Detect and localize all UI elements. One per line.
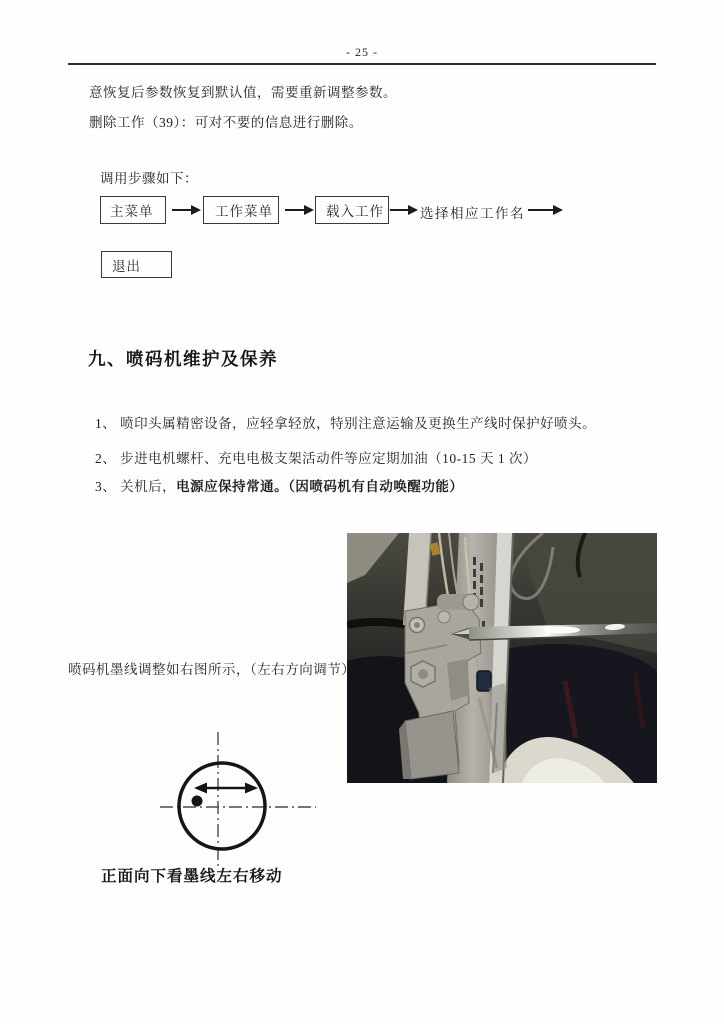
flow-box-main-menu-label: 主菜单 — [110, 204, 154, 219]
arrow-right-icon — [172, 209, 192, 211]
diagram-caption: 正面向下看墨线左右移动 — [101, 868, 283, 885]
section-heading: 九、喷码机维护及保养 — [88, 349, 278, 369]
flow-box-load-job — [315, 196, 389, 224]
maintenance-item-3-lead: 3、 关机后， — [95, 479, 177, 494]
flow-box-main-menu — [100, 196, 166, 224]
intro-paragraph-2: 删除工作（39）：可对不要的信息进行删除。 — [89, 115, 363, 130]
maintenance-item-2: 2、 步进电机螺杆、充电电极支架活动件等应定期加油（10-15 天 1 次） — [95, 451, 537, 466]
flow-box-job-menu-label: 工作菜单 — [215, 204, 273, 219]
arrow-right-icon — [390, 209, 409, 211]
maintenance-item-1: 1、 喷印头属精密设备，应轻拿轻放，特别注意运输及更换生产线时保护好喷头。 — [95, 416, 597, 431]
arrow-right-icon — [285, 209, 305, 211]
flow-box-exit-label: 退出 — [112, 258, 141, 274]
flow-box-exit — [101, 251, 172, 278]
printhead-photo — [347, 533, 657, 783]
ink-line-diagram — [120, 725, 360, 875]
flowchart-label: 调用步骤如下： — [100, 171, 198, 186]
flow-box-job-menu — [203, 196, 279, 224]
flow-box-load-job-label: 载入工作 — [326, 204, 384, 219]
header-rule — [68, 63, 656, 65]
flow-step-select-job: 选择相应工作名 — [420, 206, 525, 221]
maintenance-item-3-bold: 电源应保持常通。（因喷码机有自动唤醒功能） — [176, 479, 464, 494]
page-number: - 25 - — [346, 45, 378, 59]
intro-paragraph-1: 意恢复后参数恢复到默认值，需要重新调整参数。 — [89, 85, 397, 100]
ink-adjust-note: 喷码机墨线调整如右图所示，（左右方向调节） — [68, 662, 356, 677]
maintenance-item-3 — [95, 475, 463, 495]
arrow-right-icon — [528, 209, 554, 211]
